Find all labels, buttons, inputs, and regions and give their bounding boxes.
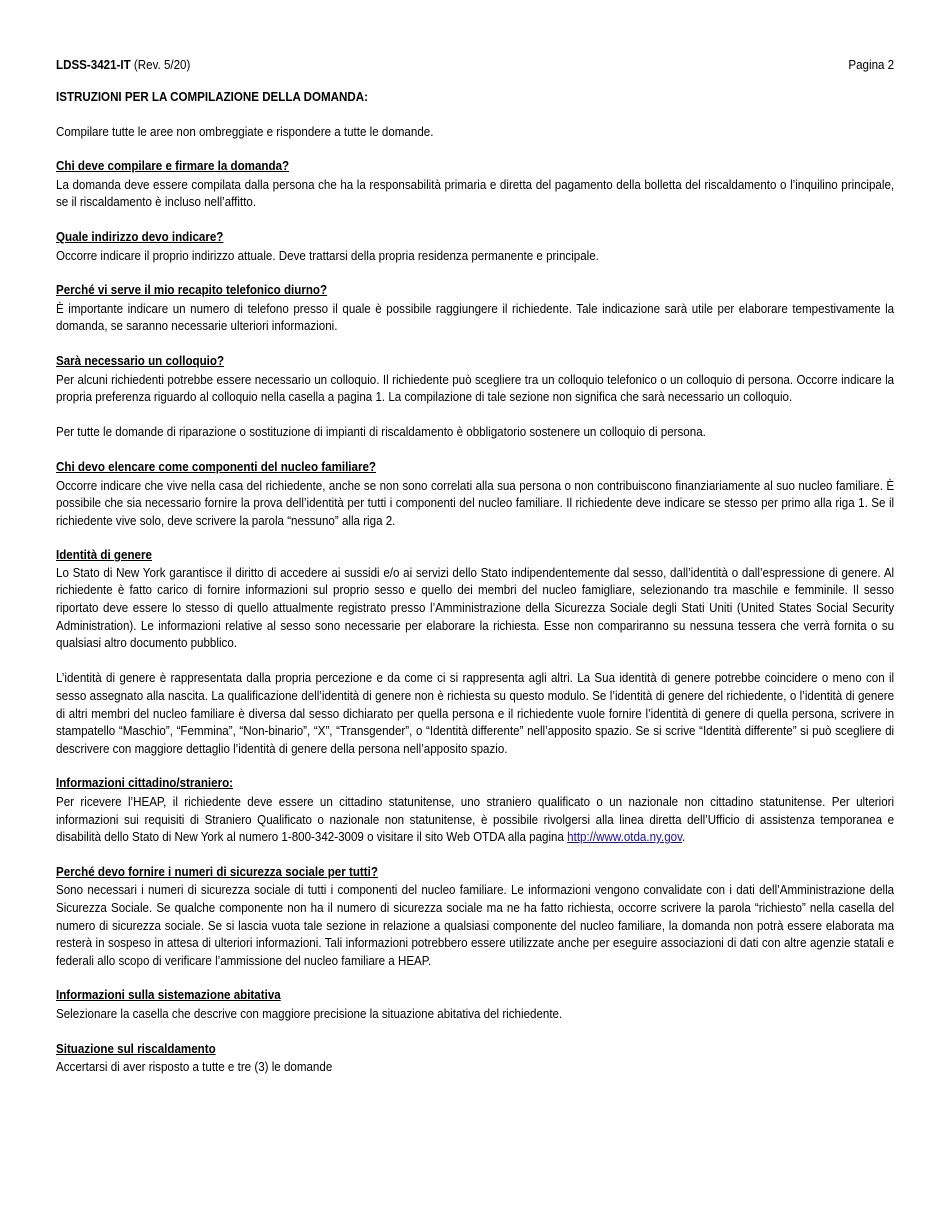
section-social-security: [56, 864, 894, 971]
section-heating: [56, 1041, 894, 1077]
section-heading: Chi devo elencare come componenti del nucleo familiare?: [56, 459, 377, 474]
section-heading: Perché devo fornire i numeri di sicurezza sociale per tutti?: [56, 864, 378, 879]
section-citizenship: [56, 775, 894, 846]
section-household-members: [56, 459, 894, 530]
section-heading: Chi deve compilare e firmare la domanda?: [56, 159, 290, 174]
section-address: [56, 229, 894, 265]
section-paragraph: Per alcuni richiedenti potrebbe essere necessario un colloquio. Il richiedente può scegliere tra un colloquio telefonico o un colloquio di persona. Occorre indicare la propria preferenza riguardo al colloquio nella casella a pagina 1. La compilazione di tale sezione non significa che sarà necessario un colloquio.: [56, 372, 895, 405]
section-heading: Informazioni cittadino/straniero:: [56, 776, 234, 791]
form-revision: (Rev. 5/20): [130, 58, 191, 72]
page-header: [56, 57, 894, 75]
section-paragraph: L’identità di genere è rappresentata dalla propria percezione e da come ci si rappresenta agli altri. La Sua identità di genere potrebbe coincidere o meno con il sesso assegnato alla nascita. La qualificazione dell’identità di genere non è richiesta su questo modulo. Se l’identità di genere del richiedente, o l’identità di genere di altri membri del nucleo familiare è diversa dal sesso dichiarato per quella persona e il richiedente vuole fornire l’identità di genere di quella persona, scrivere in stampatello “Maschio”, “Femmina”, “Non-binario”, “X”, “Transgender”, o “Identità differente” nell’apposito spazio. Se si scrive “Identità differente” si può scegliere di descrivere con maggiore dettaglio l’identità di genere della persona nell’apposito spazio.: [56, 671, 895, 756]
citizenship-text: Per ricevere l’HEAP, il richiedente deve essere un cittadino statunitense, uno straniero qualificato o un nazionale non cittadino statunitense. Per ulteriori informazioni sui requisiti di Straniero Qualificato o nazionale non statunitense, è possibile rivolgersi alla linea diretta dell’Ufficio di assistenza temporanea e disabilità dello Stato di New York al numero 1-800-342-3009 o visitare il sito Web OTDA alla pagina: [56, 795, 895, 845]
section-heading: Quale indirizzo devo indicare?: [56, 229, 224, 244]
section-heading: Identità di genere: [56, 548, 152, 563]
page-title: ISTRUZIONI PER LA COMPILAZIONE DELLA DOMANDA:: [56, 90, 368, 104]
section-heading: Sarà necessario un colloquio?: [56, 353, 225, 368]
section-heading: Situazione sul riscaldamento: [56, 1041, 216, 1056]
form-id: [56, 57, 190, 75]
otda-website-link[interactable]: http://www.otda.ny.gov: [567, 830, 683, 845]
section-gender-identity: [56, 547, 894, 758]
section-paragraph: La domanda deve essere compilata dalla persona che ha la responsabilità primaria e diretta del pagamento della bolletta del riscaldamento o l’inquilino principale, se il riscaldamento è incluso nell’affitto.: [56, 177, 895, 210]
section-heading: Perché vi serve il mio recapito telefonico diurno?: [56, 283, 328, 298]
form-code: LDSS-3421-IT: [56, 58, 131, 72]
section-paragraph: [56, 794, 894, 847]
intro-text: Compilare tutte le aree non ombreggiate e rispondere a tutte le domande.: [56, 124, 434, 139]
section-paragraph: Lo Stato di New York garantisce il diritto di accedere ai sussidi e/o ai servizi dello Stato indipendentemente dal sesso, dall’identità o dall’espressione di genere. Al richiedente è fatto carico di fornire informazioni sul proprio sesso e quello dei membri del nucleo famigliare, selezionando tra maschile e femminile. Il sesso riportato deve essere lo stesso di quello attualmente registrato presso l’Amministrazione della Sicurezza Sociale degli Stati Uniti (United States Social Security Administration). Le informazioni relative al sesso sono necessarie per elaborare la richiesta. Esse non compariranno su nessuna tessera che verrà fornita o su qualsiasi altro documento pubblico.: [56, 565, 895, 651]
section-housing: [56, 987, 894, 1023]
page-number: Pagina 2: [848, 58, 895, 72]
section-paragraph: Occorre indicare che vive nella casa del richiedente, anche se non sono correlati alla sua persona o non contribuiscono finanziariamente al suo nucleo familiare. È possibile che sia necessario fornire la prova dell’identità per tutti i componenti del nucleo familiare. Il richiedente deve indicare se stesso per primo alla riga 1. Se il richiedente vive solo, deve scrivere la parola “nessuno” alla riga 2.: [56, 478, 895, 528]
section-paragraph: Per tutte le domande di riparazione o sostituzione di impianti di riscaldamento è obbligatorio sostenere un colloquio di persona.: [56, 425, 706, 440]
section-paragraph: Occorre indicare il proprio indirizzo attuale. Deve trattarsi della propria residenza permanente e principale.: [56, 248, 599, 263]
document-body: [56, 57, 894, 1077]
section-paragraph: Accertarsi di aver risposto a tutte e tre (3) le domande: [56, 1060, 333, 1075]
section-paragraph: Sono necessari i numeri di sicurezza sociale di tutti i componenti del nucleo familiare. Le informazioni vengono convalidate con i dati dell’Amministrazione della Sicurezza Sociale. Se qualche componente non ha il numero di sicurezza sociale ma ne ha fatto richiesta, occorre scrivere la parola “richiesto” nella casella del numero di sicurezza sociale. Se si lascia vuota tale sezione in relazione a qualsiasi componente del nucleo familiare, la domanda non potrà essere elaborata ma resterà in sospeso in attesa di ulteriori informazioni. Tali informazioni potrebbero essere utilizzate anche per eseguire associazioni di dati con altre agenzie statali e federali allo scopo di verificare l’ammissione del nucleo familiare a HEAP.: [56, 883, 895, 968]
section-paragraph: È importante indicare un numero di telefono presso il quale è possibile raggiungere il richiedente. Tale indicazione sarà utile per elaborare tempestivamente la domanda, se saranno necessarie ulteriori informazioni.: [56, 301, 895, 334]
section-heading: Informazioni sulla sistemazione abitativa: [56, 988, 281, 1003]
section-paragraph: Selezionare la casella che descrive con maggiore precisione la situazione abitativa del richiedente.: [56, 1006, 563, 1021]
section-who-signs: [56, 158, 894, 212]
section-phone: [56, 282, 894, 336]
section-interview: [56, 353, 894, 442]
sentence-end: .: [682, 830, 686, 845]
